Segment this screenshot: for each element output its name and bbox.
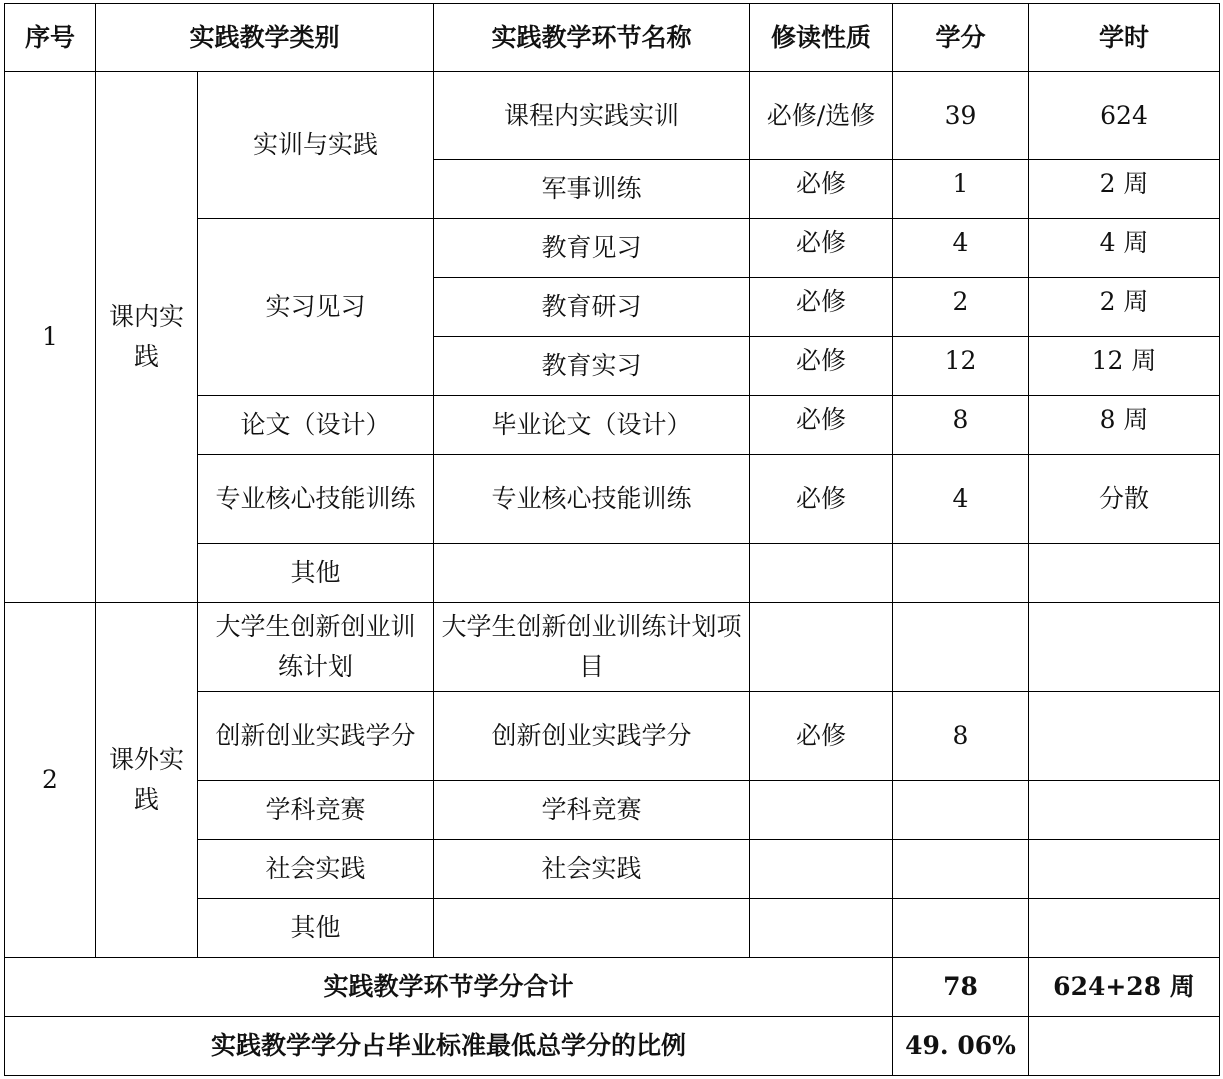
link-name: 军事训练 <box>434 160 750 219</box>
hours <box>1029 544 1220 603</box>
header-row <box>5 4 1220 72</box>
ratio-label: 实践教学学分占毕业标准最低总学分的比例 <box>5 1017 893 1076</box>
hours <box>1029 781 1220 840</box>
sub-category: 社会实践 <box>198 840 434 899</box>
practice-teaching-table <box>4 3 1220 1076</box>
credit: 8 <box>893 396 1029 455</box>
hours: 12 周 <box>1029 337 1220 396</box>
link-name: 教育研习 <box>434 278 750 337</box>
credit: 12 <box>893 337 1029 396</box>
link-name: 教育实习 <box>434 337 750 396</box>
credit <box>893 544 1029 603</box>
sub-category: 大学生创新创业训练计划 <box>198 603 434 692</box>
group-2-seq: 2 <box>5 603 96 958</box>
header-link-name: 实践教学环节名称 <box>434 4 750 72</box>
link-name: 学科竞赛 <box>434 781 750 840</box>
sub-category: 专业核心技能训练 <box>198 455 434 544</box>
hours <box>1029 603 1220 692</box>
credit <box>893 603 1029 692</box>
credit: 4 <box>893 219 1029 278</box>
link-name: 专业核心技能训练 <box>434 455 750 544</box>
nature <box>750 781 893 840</box>
header-credit: 学分 <box>893 4 1029 72</box>
credit: 2 <box>893 278 1029 337</box>
ratio-row <box>5 1017 1220 1076</box>
credit: 4 <box>893 455 1029 544</box>
credit <box>893 899 1029 958</box>
link-name <box>434 544 750 603</box>
sub-category: 学科竞赛 <box>198 781 434 840</box>
link-name: 课程内实践实训 <box>434 72 750 160</box>
hours: 2 周 <box>1029 278 1220 337</box>
sub-category: 论文（设计） <box>198 396 434 455</box>
total-label: 实践教学环节学分合计 <box>5 958 893 1017</box>
nature: 必修 <box>750 692 893 781</box>
nature: 必修 <box>750 219 893 278</box>
hours: 4 周 <box>1029 219 1220 278</box>
hours: 624 <box>1029 72 1220 160</box>
link-name <box>434 899 750 958</box>
hours: 8 周 <box>1029 396 1220 455</box>
credit: 39 <box>893 72 1029 160</box>
link-name: 大学生创新创业训练计划项目 <box>434 603 750 692</box>
ratio-value: 49. 06% <box>893 1017 1029 1076</box>
group-1-type: 课内实践 <box>96 72 198 603</box>
link-name: 社会实践 <box>434 840 750 899</box>
ratio-extra <box>1029 1017 1220 1076</box>
hours <box>1029 692 1220 781</box>
nature <box>750 840 893 899</box>
nature <box>750 899 893 958</box>
table-row <box>5 603 1220 692</box>
hours: 分散 <box>1029 455 1220 544</box>
credit <box>893 781 1029 840</box>
sub-category: 实习见习 <box>198 219 434 396</box>
credit: 1 <box>893 160 1029 219</box>
hours <box>1029 840 1220 899</box>
group-1-seq: 1 <box>5 72 96 603</box>
link-name: 创新创业实践学分 <box>434 692 750 781</box>
hours <box>1029 899 1220 958</box>
sub-category: 实训与实践 <box>198 72 434 219</box>
nature: 必修 <box>750 160 893 219</box>
header-category: 实践教学类别 <box>96 4 434 72</box>
group-2-type: 课外实践 <box>96 603 198 958</box>
total-hours: 624+28 周 <box>1029 958 1220 1017</box>
link-name: 毕业论文（设计） <box>434 396 750 455</box>
sub-category: 其他 <box>198 899 434 958</box>
nature: 必修/选修 <box>750 72 893 160</box>
header-nature: 修读性质 <box>750 4 893 72</box>
sub-category: 创新创业实践学分 <box>198 692 434 781</box>
nature <box>750 544 893 603</box>
header-hours: 学时 <box>1029 4 1220 72</box>
link-name: 教育见习 <box>434 219 750 278</box>
sub-category: 其他 <box>198 544 434 603</box>
nature: 必修 <box>750 455 893 544</box>
credit: 8 <box>893 692 1029 781</box>
total-credit: 78 <box>893 958 1029 1017</box>
nature: 必修 <box>750 396 893 455</box>
header-seq: 序号 <box>5 4 96 72</box>
total-row <box>5 958 1220 1017</box>
credit <box>893 840 1029 899</box>
table-row <box>5 72 1220 160</box>
nature <box>750 603 893 692</box>
nature: 必修 <box>750 337 893 396</box>
nature: 必修 <box>750 278 893 337</box>
hours: 2 周 <box>1029 160 1220 219</box>
